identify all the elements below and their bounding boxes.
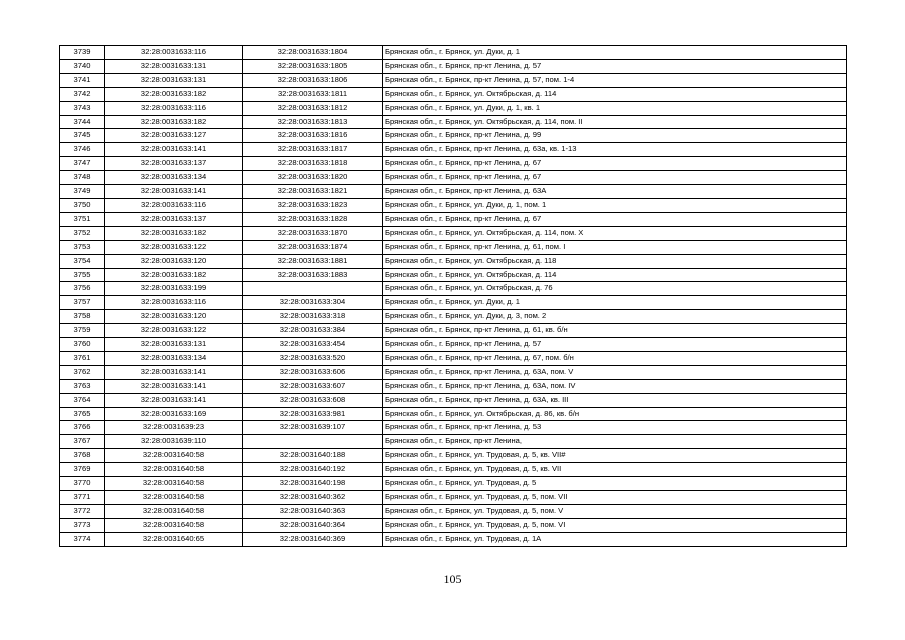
address-cell: Брянская обл., г. Брянск, ул. Трудовая, д. 5, пом. VI	[383, 518, 847, 532]
table-row	[60, 310, 847, 324]
address-cell: Брянская обл., г. Брянск, ул. Октябрьская, д. 114, пом. II	[383, 115, 847, 129]
table-row	[60, 351, 847, 365]
address-cell: Брянская обл., г. Брянск, пр-кт Ленина, д. 67	[383, 212, 847, 226]
parcel-number-cell: 32:28:0031639:23	[105, 421, 243, 435]
parcel-number-cell: 32:28:0031633:141	[105, 393, 243, 407]
table-row	[60, 504, 847, 518]
row-number-cell: 3759	[60, 324, 105, 338]
parcel-number-cell: 32:28:0031633:141	[105, 143, 243, 157]
parcel-number-cell: 32:28:0031633:116	[105, 101, 243, 115]
address-cell: Брянская обл., г. Брянск, пр-кт Ленина, д. 53	[383, 421, 847, 435]
address-cell: Брянская обл., г. Брянск, пр-кт Ленина, д. 63А, кв. III	[383, 393, 847, 407]
row-number-cell: 3763	[60, 379, 105, 393]
row-number-cell: 3774	[60, 532, 105, 546]
object-number-cell	[243, 282, 383, 296]
table-row	[60, 59, 847, 73]
address-cell: Брянская обл., г. Брянск, ул. Октябрьская, д. 114, пом. X	[383, 226, 847, 240]
table-row	[60, 449, 847, 463]
address-cell: Брянская обл., г. Брянск, пр-кт Ленина, д. 63а, кв. 1-13	[383, 143, 847, 157]
page-number: 105	[443, 572, 462, 586]
object-number-cell: 32:28:0031633:318	[243, 310, 383, 324]
row-number-cell: 3739	[60, 46, 105, 60]
object-number-cell: 32:28:0031633:1828	[243, 212, 383, 226]
row-number-cell: 3747	[60, 157, 105, 171]
table-row	[60, 324, 847, 338]
row-number-cell: 3755	[60, 268, 105, 282]
row-number-cell: 3746	[60, 143, 105, 157]
object-number-cell: 32:28:0031640:369	[243, 532, 383, 546]
table-row	[60, 379, 847, 393]
table-row	[60, 212, 847, 226]
parcel-number-cell: 32:28:0031633:182	[105, 226, 243, 240]
row-number-cell: 3743	[60, 101, 105, 115]
table-row	[60, 87, 847, 101]
row-number-cell: 3762	[60, 365, 105, 379]
row-number-cell: 3752	[60, 226, 105, 240]
property-table-body	[60, 46, 847, 547]
address-cell: Брянская обл., г. Брянск, пр-кт Ленина, д. 67	[383, 171, 847, 185]
row-number-cell: 3750	[60, 198, 105, 212]
address-cell: Брянская обл., г. Брянск, ул. Октябрьская, д. 76	[383, 282, 847, 296]
address-cell: Брянская обл., г. Брянск, пр-кт Ленина, д. 57	[383, 59, 847, 73]
row-number-cell: 3742	[60, 87, 105, 101]
parcel-number-cell: 32:28:0031640:58	[105, 491, 243, 505]
table-row	[60, 532, 847, 546]
object-number-cell: 32:28:0031633:1813	[243, 115, 383, 129]
parcel-number-cell: 32:28:0031639:110	[105, 435, 243, 449]
object-number-cell: 32:28:0031640:362	[243, 491, 383, 505]
object-number-cell: 32:28:0031633:1883	[243, 268, 383, 282]
object-number-cell: 32:28:0031640:192	[243, 463, 383, 477]
row-number-cell: 3745	[60, 129, 105, 143]
object-number-cell: 32:28:0031633:1881	[243, 254, 383, 268]
row-number-cell: 3756	[60, 282, 105, 296]
address-cell: Брянская обл., г. Брянск, ул. Трудовая, д. 5, кв. VII	[383, 463, 847, 477]
parcel-number-cell: 32:28:0031633:182	[105, 87, 243, 101]
address-cell: Брянская обл., г. Брянск, пр-кт Ленина,	[383, 435, 847, 449]
row-number-cell: 3772	[60, 504, 105, 518]
row-number-cell: 3757	[60, 296, 105, 310]
object-number-cell: 32:28:0031633:607	[243, 379, 383, 393]
row-number-cell: 3761	[60, 351, 105, 365]
object-number-cell: 32:28:0031633:1818	[243, 157, 383, 171]
address-cell: Брянская обл., г. Брянск, ул. Октябрьская, д. 114	[383, 87, 847, 101]
table-row	[60, 254, 847, 268]
row-number-cell: 3760	[60, 338, 105, 352]
table-row	[60, 101, 847, 115]
object-number-cell: 32:28:0031633:1821	[243, 185, 383, 199]
table-row	[60, 240, 847, 254]
object-number-cell: 32:28:0031640:188	[243, 449, 383, 463]
row-number-cell: 3744	[60, 115, 105, 129]
address-cell: Брянская обл., г. Брянск, пр-кт Ленина, д. 61, кв. б/н	[383, 324, 847, 338]
address-cell: Брянская обл., г. Брянск, пр-кт Ленина, д. 63А, пом. IV	[383, 379, 847, 393]
address-cell: Брянская обл., г. Брянск, ул. Трудовая, д. 5	[383, 477, 847, 491]
object-number-cell: 32:28:0031633:606	[243, 365, 383, 379]
address-cell: Брянская обл., г. Брянск, ул. Октябрьская, д. 114	[383, 268, 847, 282]
parcel-number-cell: 32:28:0031640:58	[105, 449, 243, 463]
table-row	[60, 129, 847, 143]
parcel-number-cell: 32:28:0031633:137	[105, 212, 243, 226]
parcel-number-cell: 32:28:0031640:58	[105, 504, 243, 518]
object-number-cell: 32:28:0031633:1870	[243, 226, 383, 240]
parcel-number-cell: 32:28:0031633:199	[105, 282, 243, 296]
parcel-number-cell: 32:28:0031633:116	[105, 296, 243, 310]
row-number-cell: 3770	[60, 477, 105, 491]
table-row	[60, 518, 847, 532]
parcel-number-cell: 32:28:0031633:169	[105, 407, 243, 421]
row-number-cell: 3768	[60, 449, 105, 463]
object-number-cell: 32:28:0031633:304	[243, 296, 383, 310]
table-row	[60, 463, 847, 477]
object-number-cell: 32:28:0031640:364	[243, 518, 383, 532]
row-number-cell: 3766	[60, 421, 105, 435]
object-number-cell: 32:28:0031633:608	[243, 393, 383, 407]
parcel-number-cell: 32:28:0031633:122	[105, 324, 243, 338]
address-cell: Брянская обл., г. Брянск, ул. Трудовая, д. 5, кв. VII#	[383, 449, 847, 463]
row-number-cell: 3749	[60, 185, 105, 199]
object-number-cell: 32:28:0031633:1812	[243, 101, 383, 115]
parcel-number-cell: 32:28:0031633:141	[105, 365, 243, 379]
parcel-number-cell: 32:28:0031633:131	[105, 338, 243, 352]
row-number-cell: 3740	[60, 59, 105, 73]
address-cell: Брянская обл., г. Брянск, пр-кт Ленина, д. 63А, пом. V	[383, 365, 847, 379]
parcel-number-cell: 32:28:0031633:116	[105, 46, 243, 60]
object-number-cell: 32:28:0031633:1816	[243, 129, 383, 143]
row-number-cell: 3769	[60, 463, 105, 477]
address-cell: Брянская обл., г. Брянск, ул. Дуки, д. 1	[383, 46, 847, 60]
address-cell: Брянская обл., г. Брянск, ул. Трудовая, д. 1А	[383, 532, 847, 546]
row-number-cell: 3773	[60, 518, 105, 532]
table-row	[60, 115, 847, 129]
address-cell: Брянская обл., г. Брянск, пр-кт Ленина, д. 99	[383, 129, 847, 143]
object-number-cell: 32:28:0031633:1806	[243, 73, 383, 87]
address-cell: Брянская обл., г. Брянск, пр-кт Ленина, д. 63А	[383, 185, 847, 199]
parcel-number-cell: 32:28:0031633:120	[105, 254, 243, 268]
table-row	[60, 198, 847, 212]
table-row	[60, 157, 847, 171]
address-cell: Брянская обл., г. Брянск, ул. Дуки, д. 3, пом. 2	[383, 310, 847, 324]
table-row	[60, 477, 847, 491]
address-cell: Брянская обл., г. Брянск, пр-кт Ленина, д. 67	[383, 157, 847, 171]
parcel-number-cell: 32:28:0031640:58	[105, 518, 243, 532]
table-row	[60, 296, 847, 310]
parcel-number-cell: 32:28:0031633:137	[105, 157, 243, 171]
parcel-number-cell: 32:28:0031633:131	[105, 73, 243, 87]
object-number-cell: 32:28:0031633:981	[243, 407, 383, 421]
parcel-number-cell: 32:28:0031633:141	[105, 185, 243, 199]
address-cell: Брянская обл., г. Брянск, пр-кт Ленина, д. 67, пом. б/н	[383, 351, 847, 365]
table-row	[60, 46, 847, 60]
row-number-cell: 3771	[60, 491, 105, 505]
table-row	[60, 338, 847, 352]
address-cell: Брянская обл., г. Брянск, пр-кт Ленина, д. 57	[383, 338, 847, 352]
parcel-number-cell: 32:28:0031633:127	[105, 129, 243, 143]
table-row	[60, 407, 847, 421]
table-row	[60, 226, 847, 240]
parcel-number-cell: 32:28:0031633:182	[105, 115, 243, 129]
parcel-number-cell: 32:28:0031633:116	[105, 198, 243, 212]
row-number-cell: 3765	[60, 407, 105, 421]
address-cell: Брянская обл., г. Брянск, ул. Трудовая, д. 5, пом. V	[383, 504, 847, 518]
address-cell: Брянская обл., г. Брянск, ул. Трудовая, д. 5, пом. VII	[383, 491, 847, 505]
object-number-cell: 32:28:0031639:107	[243, 421, 383, 435]
table-row	[60, 435, 847, 449]
table-row	[60, 365, 847, 379]
object-number-cell: 32:28:0031633:1811	[243, 87, 383, 101]
address-cell: Брянская обл., г. Брянск, ул. Октябрьская, д. 118	[383, 254, 847, 268]
row-number-cell: 3751	[60, 212, 105, 226]
address-cell: Брянская обл., г. Брянск, пр-кт Ленина, д. 57, пом. 1-4	[383, 73, 847, 87]
parcel-number-cell: 32:28:0031633:134	[105, 171, 243, 185]
address-cell: Брянская обл., г. Брянск, ул. Дуки, д. 1, кв. 1	[383, 101, 847, 115]
row-number-cell: 3767	[60, 435, 105, 449]
object-number-cell: 32:28:0031633:520	[243, 351, 383, 365]
parcel-number-cell: 32:28:0031633:134	[105, 351, 243, 365]
object-number-cell: 32:28:0031633:1874	[243, 240, 383, 254]
row-number-cell: 3741	[60, 73, 105, 87]
object-number-cell: 32:28:0031633:1817	[243, 143, 383, 157]
table-row	[60, 421, 847, 435]
table-row	[60, 73, 847, 87]
row-number-cell: 3748	[60, 171, 105, 185]
object-number-cell: 32:28:0031633:1820	[243, 171, 383, 185]
object-number-cell: 32:28:0031640:198	[243, 477, 383, 491]
object-number-cell	[243, 435, 383, 449]
parcel-number-cell: 32:28:0031640:58	[105, 463, 243, 477]
parcel-number-cell: 32:28:0031633:182	[105, 268, 243, 282]
table-row	[60, 393, 847, 407]
property-table	[59, 45, 847, 547]
address-cell: Брянская обл., г. Брянск, ул. Октябрьская, д. 86, кв. б/н	[383, 407, 847, 421]
parcel-number-cell: 32:28:0031633:141	[105, 379, 243, 393]
row-number-cell: 3764	[60, 393, 105, 407]
table-row	[60, 491, 847, 505]
object-number-cell: 32:28:0031633:1804	[243, 46, 383, 60]
row-number-cell: 3754	[60, 254, 105, 268]
table-row	[60, 268, 847, 282]
table-row	[60, 185, 847, 199]
parcel-number-cell: 32:28:0031633:131	[105, 59, 243, 73]
object-number-cell: 32:28:0031633:454	[243, 338, 383, 352]
address-cell: Брянская обл., г. Брянск, ул. Дуки, д. 1	[383, 296, 847, 310]
parcel-number-cell: 32:28:0031640:65	[105, 532, 243, 546]
row-number-cell: 3758	[60, 310, 105, 324]
table-row	[60, 282, 847, 296]
object-number-cell: 32:28:0031633:1805	[243, 59, 383, 73]
parcel-number-cell: 32:28:0031640:58	[105, 477, 243, 491]
table-row	[60, 143, 847, 157]
object-number-cell: 32:28:0031633:1823	[243, 198, 383, 212]
parcel-number-cell: 32:28:0031633:122	[105, 240, 243, 254]
object-number-cell: 32:28:0031633:384	[243, 324, 383, 338]
address-cell: Брянская обл., г. Брянск, ул. Дуки, д. 1, пом. 1	[383, 198, 847, 212]
parcel-number-cell: 32:28:0031633:120	[105, 310, 243, 324]
row-number-cell: 3753	[60, 240, 105, 254]
table-row	[60, 171, 847, 185]
object-number-cell: 32:28:0031640:363	[243, 504, 383, 518]
address-cell: Брянская обл., г. Брянск, пр-кт Ленина, д. 61, пом. I	[383, 240, 847, 254]
